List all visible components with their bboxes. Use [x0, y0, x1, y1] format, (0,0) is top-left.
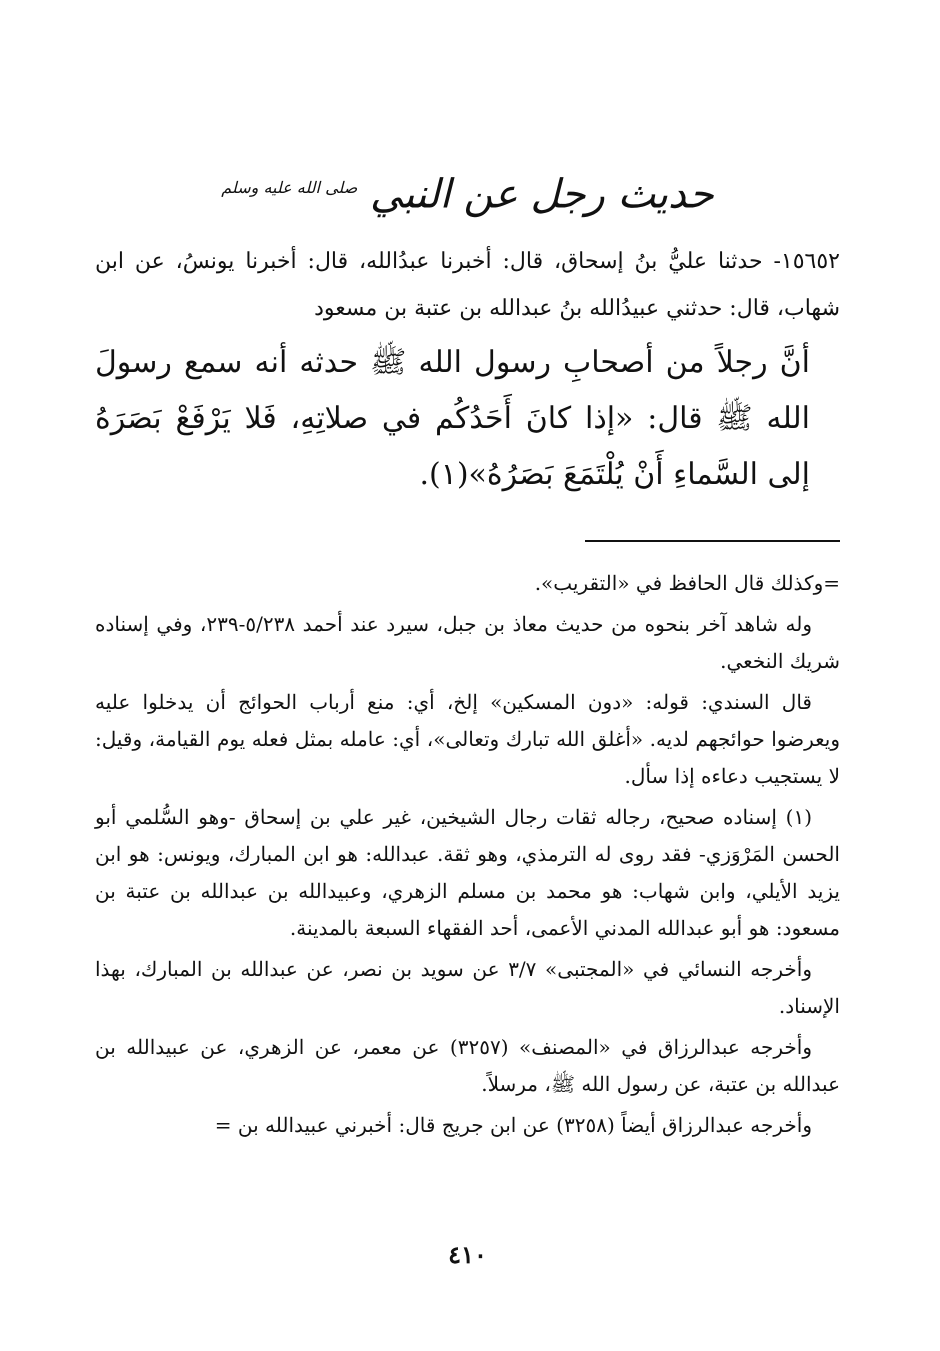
footnote-paragraph: قال السندي: قوله: «دون المسكين» إلخ، أي: منع أرباب الحوائج أن يدخلوا عليه ويعرضوا حوائجهم لديه. «أغلق الله تبارك وتعالى»، أي: عامله بمثل فعله يوم القيامة، وقيل: لا يستجيب دعاءه إذا سأل.: [95, 690, 840, 788]
footnote-paragraph: وأخرجه النسائي في «المجتبى» ٣/٧ عن سويد بن نصر، عن عبدالله بن المبارك، بهذا الإسناد.: [95, 957, 840, 1018]
footnotes-section: [95, 565, 840, 1148]
footnote-divider: [585, 540, 840, 542]
title-honorific: صلى الله عليه وسلم: [221, 178, 358, 197]
footnote-paragraph: وأخرجه عبدالرزاق أيضاً (٣٢٥٨) عن ابن جريج قال: أخبرني عبيدالله بن =: [214, 1113, 812, 1137]
hadith-isnad: ١٥٦٥٢- حدثنا عليُّ بنُ إسحاق، قال: أخبرنا عبدُالله، قال: أخبرنا يونسُ، عن ابن شهاب، قال: حدثني عبيدُالله بنُ عبدالله بن عتبة بن مسعود: [95, 249, 840, 321]
hadith-text: أنَّ رجلاً من أصحابِ رسول الله ﷺ حدثه أنه سمع رسولَ الله ﷺ قال: «إذا كانَ أَحَدُكُم في صلاتِهِ، فَلا يَرْفَعْ بَصَرَهُ إلى السَّماءِ أَنْ يُلْتَمَعَ بَصَرُهُ»(١).: [95, 345, 810, 492]
footnote-paragraph: (١) إسناده صحيح، رجاله ثقات رجال الشيخين، غير علي بن إسحاق -وهو السُّلمي أبو الحسن المَرْوَزي- فقد روى له الترمذي، وهو ثقة. عبدالله: هو ابن المبارك، ويونس: هو ابن يزيد الأيلي، وابن شهاب: هو محمد بن مسلم الزهري، وعبيدالله بن عبدالله بن عتبة بن مسعود: هو أبو عبدالله المدني الأعمى، أحد الفقهاء السبعة بالمدينة.: [95, 805, 840, 940]
page-number: ٤١٠: [448, 1240, 487, 1269]
footnote-paragraph: وأخرجه عبدالرزاق في «المصنف» (٣٢٥٧) عن معمر، عن الزهري، عن عبيدالله بن عبدالله بن عتبة، عن رسول الله ﷺ، مرسلاً.: [95, 1035, 840, 1096]
chapter-title-text: حديث رجل عن النبي: [370, 171, 714, 218]
footnote-paragraph: وله شاهد آخر بنحوه من حديث معاذ بن جبل، سيرد عند أحمد ٥/٢٣٨-٢٣٩، وفي إسناده شريك النخعي.: [95, 612, 840, 673]
chapter-title: [95, 158, 840, 224]
document-page: [95, 150, 840, 1280]
footnote-paragraph: =وكذلك قال الحافظ في «التقريب».: [534, 571, 840, 595]
